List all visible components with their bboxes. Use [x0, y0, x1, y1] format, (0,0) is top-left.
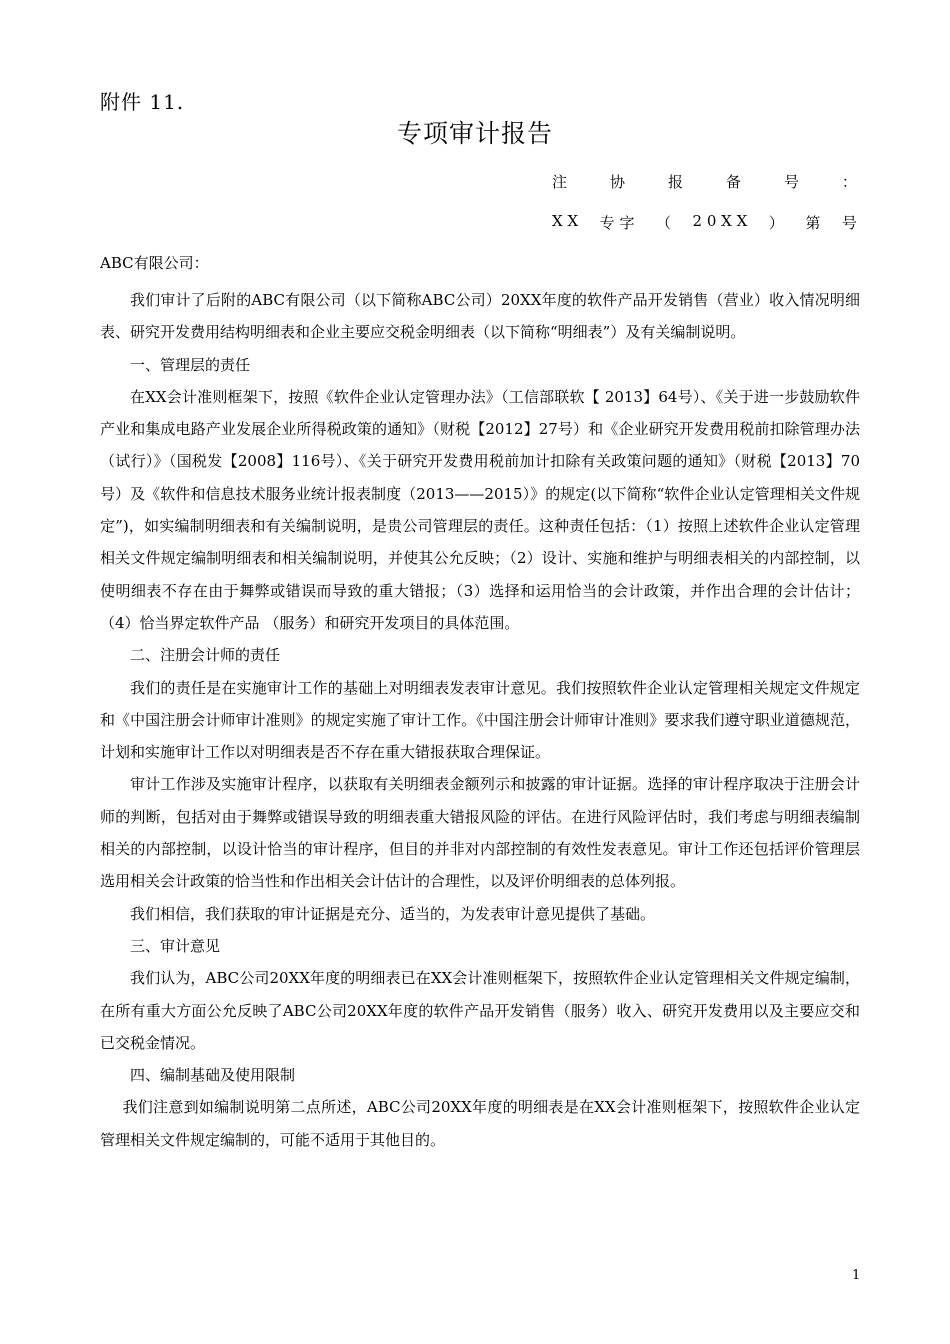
section-heading-opinion: 三、审计意见: [130, 936, 221, 955]
report-title: 专项审计报告: [396, 119, 553, 148]
section-heading-auditor: 二、注册会计师的责任: [130, 646, 281, 665]
registration-token: X X: [552, 212, 579, 230]
addressee: ABC有限公司：: [100, 254, 209, 272]
registration-line-1: [552, 171, 857, 192]
page-number: 1: [852, 1268, 861, 1283]
paragraph-audit-evidence: 我们相信，我们获取的审计证据是充分、适当的，为发表审计意见提供了基础。: [130, 904, 656, 923]
registration-token: 2 0 X X: [692, 212, 748, 230]
paragraph-audit-opinion: 我们认为，ABC公司20XX年度的明细表已在XX会计准则框架下，按照软件企业认定管理相关文件规定编制，在所有重大方面公允反映了ABC公司20XX年度的软件产品开发销售（服务）收入、研究开发费用以及主要应交和已交税金情况。: [100, 969, 860, 1052]
registration-char: 号: [783, 173, 799, 191]
paragraph-management-responsibility: 在XX会计准则框架下，按照《软件企业认定管理办法》（工信部联软【 2013】64号）、《关于进一步鼓励软件产业和集成电路产业发展企业所得税政策的通知》（财税【2012】27号）和《企业研究开发费用税前扣除管理办法（试行）》（国税发【2008】116号）、《关于研究开发费用税前加计扣除有关政策问题的通知》（财税【2013】70号）及《软件和信息技术服务业统计报表制度（2013——2015）》的规定(以下简称“软件企业认定管理相关文件规定”)，如实编制明细表和有关编制说明，是贵公司管理层的责任。这种责任包括：（1）按照上述软件企业认定管理相关文件规定编制明细表和相关编制说明，并使其公允反映；（2）设计、实施和维护与明细表相关的内部控制，以使明细表不存在由于舞弊或错误而导致的重大错报；（3）选择和运用恰当的会计政策，并作出合理的会计估计；（4）恰当界定软件产品 （服务）和研究开发项目的具体范围。: [100, 387, 860, 632]
paragraph-intro: 我们审计了后附的ABC有限公司（以下简称ABC公司）20XX年度的软件产品开发销售（营业）收入情况明细表、研究开发费用结构明细表和企业主要应交税金明细表（以下简称“明细表”）及有关编制说明。: [100, 291, 860, 342]
paragraph-audit-procedures: 审计工作涉及实施审计程序，以获取有关明细表金额列示和披露的审计证据。选择的审计程序取决于注册会计师的判断，包括对由于舞弊或错误导致的明细表重大错报风险的评估。在进行风险评估时，我们考虑与明细表编制相关的内部控制，以设计恰当的审计程序，但目的并非对内部控制的有效性发表意见。审计工作还包括评价管理层选用相关会计政策的恰当性和作出相关会计估计的合理性，以及评价明细表的总体列报。: [100, 775, 860, 891]
report-body: [100, 284, 860, 1156]
registration-char: 报: [667, 173, 683, 191]
registration-char: ：: [841, 173, 857, 191]
registration-token: 号: [841, 214, 857, 232]
registration-token: 第: [805, 214, 821, 232]
registration-token: ）: [768, 214, 784, 232]
registration-token: 专 字: [599, 214, 635, 232]
section-heading-basis: 四、编制基础及使用限制: [130, 1066, 296, 1085]
section-heading-management: 一、管理层的责任: [130, 355, 251, 374]
registration-token: （: [655, 214, 671, 232]
attachment-label: 附件 11.: [100, 90, 185, 114]
registration-char: 备: [725, 173, 741, 191]
paragraph-basis-restriction: 我们注意到如编制说明第二点所述，ABC公司20XX年度的明细表是在XX会计准则框架下，按照软件企业认定管理相关文件规定编制的，可能不适用于其他目的。: [100, 1098, 860, 1149]
registration-char: 注: [552, 173, 568, 191]
registration-char: 协: [609, 173, 625, 191]
paragraph-auditor-responsibility: 我们的责任是在实施审计工作的基础上对明细表发表审计意见。我们按照软件企业认定管理相关规定文件规定和《中国注册会计师审计准则》的规定实施了审计工作。《中国注册会计师审计准则》要求我们遵守职业道德规范，计划和实施审计工作以对明细表是否不存在重大错报获取合理保证。: [100, 678, 860, 762]
registration-line-2: [552, 212, 857, 233]
